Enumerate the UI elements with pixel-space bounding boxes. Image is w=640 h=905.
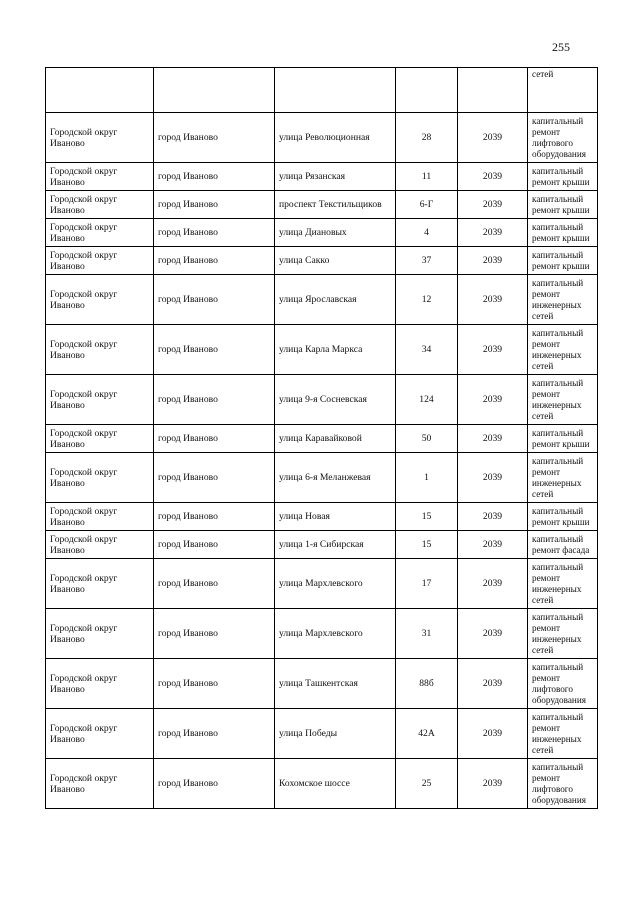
table-row [46, 759, 598, 809]
cell-street: улица Мархлевского [275, 559, 396, 609]
cell-street: улица 6-я Меланжевая [275, 453, 396, 503]
cell-work: капитальный ремонт крыши [528, 191, 598, 219]
cell-year: 2039 [458, 247, 528, 275]
cell-work: капитальный ремонт инженерных сетей [528, 559, 598, 609]
cell-work: капитальный ремонт инженерных сетей [528, 375, 598, 425]
cell-work: капитальный ремонт крыши [528, 425, 598, 453]
table-row [46, 503, 598, 531]
cell-work: капитальный ремонт лифтового оборудования [528, 759, 598, 809]
cell-street: улица Победы [275, 709, 396, 759]
cell-street: улица Новая [275, 503, 396, 531]
table-row [46, 375, 598, 425]
table-row [46, 531, 598, 559]
cell-house: 6-Г [396, 191, 458, 219]
cell-district: Городской округ Иваново [46, 659, 154, 709]
cell-street: улица 9-я Сосневская [275, 375, 396, 425]
cell-city: город Иваново [154, 559, 275, 609]
table-row [46, 275, 598, 325]
cell-street: улица Диановых [275, 219, 396, 247]
cell-district: Городской округ Иваново [46, 709, 154, 759]
cell-work: сетей [528, 68, 598, 113]
cell-district: Городской округ Иваново [46, 609, 154, 659]
cell-house: 17 [396, 559, 458, 609]
table-row [46, 219, 598, 247]
cell-city: город Иваново [154, 247, 275, 275]
cell-city: город Иваново [154, 113, 275, 163]
cell-street: улица Сакко [275, 247, 396, 275]
cell-year: 2039 [458, 375, 528, 425]
cell-city: город Иваново [154, 709, 275, 759]
cell-year: 2039 [458, 709, 528, 759]
cell-house: 12 [396, 275, 458, 325]
cell-year: 2039 [458, 275, 528, 325]
cell-city: город Иваново [154, 759, 275, 809]
cell-street: улица Ташкентская [275, 659, 396, 709]
cell-year: 2039 [458, 659, 528, 709]
table-row [46, 609, 598, 659]
table-row-continued [46, 68, 598, 113]
cell-district: Городской округ Иваново [46, 425, 154, 453]
cell-district [46, 68, 154, 113]
cell-city: город Иваново [154, 659, 275, 709]
cell-street: улица Карла Маркса [275, 325, 396, 375]
cell-year: 2039 [458, 191, 528, 219]
cell-year: 2039 [458, 531, 528, 559]
cell-house: 15 [396, 503, 458, 531]
cell-street: улица Рязанская [275, 163, 396, 191]
cell-district: Городской округ Иваново [46, 163, 154, 191]
page-number: 255 [552, 40, 570, 54]
cell-year: 2039 [458, 325, 528, 375]
cell-year [458, 68, 528, 113]
cell-city: город Иваново [154, 375, 275, 425]
table-row [46, 163, 598, 191]
cell-district: Городской округ Иваново [46, 759, 154, 809]
cell-city: город Иваново [154, 609, 275, 659]
cell-house: 28 [396, 113, 458, 163]
cell-street: улица 1-я Сибирская [275, 531, 396, 559]
cell-house: 50 [396, 425, 458, 453]
table-body [46, 68, 598, 809]
cell-district: Городской округ Иваново [46, 275, 154, 325]
table-row [46, 559, 598, 609]
cell-city: город Иваново [154, 325, 275, 375]
cell-work: капитальный ремонт фасада [528, 531, 598, 559]
cell-district: Городской округ Иваново [46, 503, 154, 531]
cell-district: Городской округ Иваново [46, 559, 154, 609]
cell-district: Городской округ Иваново [46, 375, 154, 425]
cell-work: капитальный ремонт лифтового оборудования [528, 659, 598, 709]
cell-house: 25 [396, 759, 458, 809]
cell-city: город Иваново [154, 191, 275, 219]
table-row [46, 325, 598, 375]
cell-district: Городской округ Иваново [46, 113, 154, 163]
cell-city: город Иваново [154, 219, 275, 247]
cell-year: 2039 [458, 425, 528, 453]
table-row [46, 247, 598, 275]
cell-work: капитальный ремонт инженерных сетей [528, 453, 598, 503]
table-row [46, 113, 598, 163]
cell-year: 2039 [458, 559, 528, 609]
table-row [46, 659, 598, 709]
cell-city: город Иваново [154, 275, 275, 325]
cell-house: 88б [396, 659, 458, 709]
cell-district: Городской округ Иваново [46, 453, 154, 503]
cell-work: капитальный ремонт крыши [528, 163, 598, 191]
cell-street [275, 68, 396, 113]
cell-year: 2039 [458, 503, 528, 531]
cell-year: 2039 [458, 163, 528, 191]
cell-house: 1 [396, 453, 458, 503]
cell-district: Городской округ Иваново [46, 325, 154, 375]
cell-house: 4 [396, 219, 458, 247]
cell-house: 31 [396, 609, 458, 659]
cell-city: город Иваново [154, 503, 275, 531]
cell-year: 2039 [458, 609, 528, 659]
table-row [46, 191, 598, 219]
cell-year: 2039 [458, 759, 528, 809]
table-row [46, 709, 598, 759]
cell-city: город Иваново [154, 425, 275, 453]
cell-year: 2039 [458, 453, 528, 503]
cell-district: Городской округ Иваново [46, 219, 154, 247]
housing-repair-table [45, 67, 598, 809]
cell-street: проспект Текстильщиков [275, 191, 396, 219]
cell-work: капитальный ремонт инженерных сетей [528, 709, 598, 759]
cell-work: капитальный ремонт лифтового оборудования [528, 113, 598, 163]
cell-house [396, 68, 458, 113]
cell-city: город Иваново [154, 453, 275, 503]
cell-work: капитальный ремонт инженерных сетей [528, 609, 598, 659]
cell-house: 34 [396, 325, 458, 375]
cell-house: 124 [396, 375, 458, 425]
cell-street: улица Революционная [275, 113, 396, 163]
cell-year: 2039 [458, 113, 528, 163]
cell-house: 15 [396, 531, 458, 559]
cell-district: Городской округ Иваново [46, 531, 154, 559]
cell-work: капитальный ремонт инженерных сетей [528, 275, 598, 325]
cell-city: город Иваново [154, 163, 275, 191]
cell-street: улица Мархлевского [275, 609, 396, 659]
cell-city [154, 68, 275, 113]
cell-house: 42А [396, 709, 458, 759]
cell-year: 2039 [458, 219, 528, 247]
cell-work: капитальный ремонт крыши [528, 247, 598, 275]
cell-district: Городской округ Иваново [46, 247, 154, 275]
cell-street: улица Каравайковой [275, 425, 396, 453]
cell-street: улица Ярославская [275, 275, 396, 325]
cell-work: капитальный ремонт крыши [528, 503, 598, 531]
cell-district: Городской округ Иваново [46, 191, 154, 219]
cell-city: город Иваново [154, 531, 275, 559]
cell-work: капитальный ремонт крыши [528, 219, 598, 247]
table-row [46, 425, 598, 453]
cell-house: 37 [396, 247, 458, 275]
table-row [46, 453, 598, 503]
cell-work: капитальный ремонт инженерных сетей [528, 325, 598, 375]
cell-house: 11 [396, 163, 458, 191]
cell-street: Кохомское шоссе [275, 759, 396, 809]
